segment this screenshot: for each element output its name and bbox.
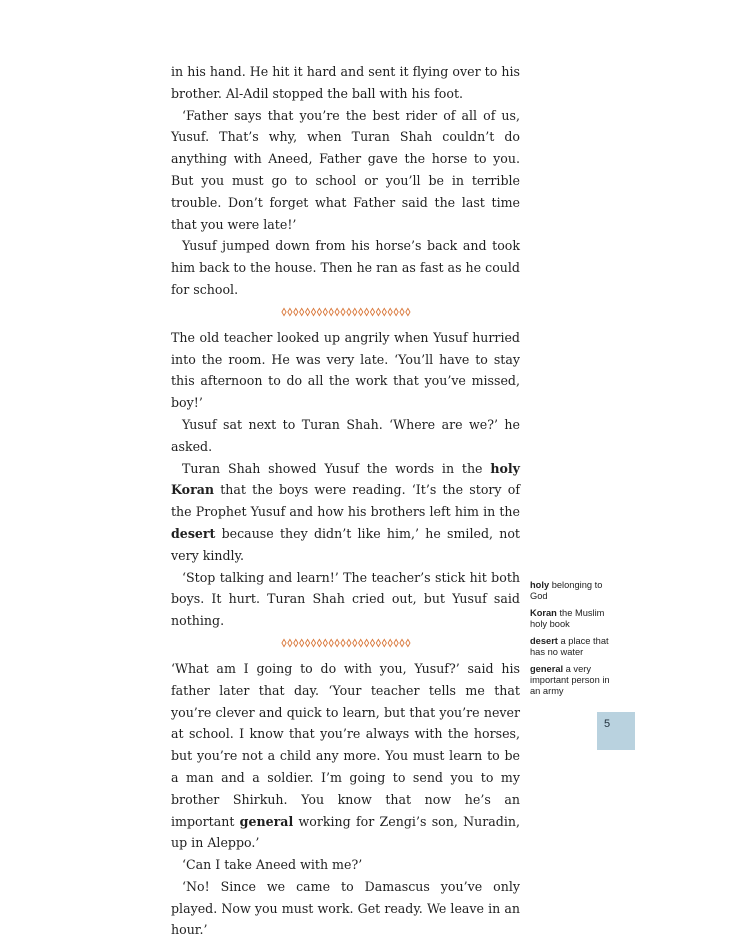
glossary-definition: belonging to God: [530, 580, 603, 601]
ornament-diamond: [335, 308, 339, 315]
ornament-diamond: [388, 308, 392, 315]
ornament-diamond: [311, 639, 315, 646]
paragraph: [171, 658, 520, 854]
ornament-diamond: [346, 639, 350, 646]
ornament-diamond: [281, 308, 285, 315]
ornament-diamond: [394, 308, 398, 315]
page-number: 5: [604, 718, 611, 730]
ornament-diamond: [329, 639, 333, 646]
glossary-term-general: general: [239, 813, 294, 829]
paragraph: Yusuf sat next to Turan Shah. ‘Where are we?’ he asked.: [171, 416, 520, 454]
ornament-diamond: [399, 639, 403, 646]
ornament-diamond: [281, 639, 285, 646]
ornament-diamond: [305, 639, 309, 646]
ornament-diamond: [358, 308, 362, 315]
glossary-entry: [530, 608, 620, 630]
glossary-word: desert: [530, 636, 558, 646]
glossary-definition: a place that has no water: [530, 636, 609, 657]
ornament-diamond: [340, 639, 344, 646]
glossary-word: holy: [530, 580, 550, 590]
ornament-diamond: [376, 308, 380, 315]
ornament-diamond: [405, 639, 409, 646]
ornament-diamond: [293, 308, 297, 315]
ornament-diamond: [370, 639, 374, 646]
ornament-diamond: [317, 308, 321, 315]
paragraph: in his hand. He hit it hard and sent it flying over to his brother. Al-Adil stopped the ball with his foot.: [171, 64, 520, 101]
ornament-diamond: [299, 639, 303, 646]
ornament-diamond: [358, 639, 362, 646]
ornament-diamond: [364, 639, 368, 646]
section-divider: [171, 305, 520, 319]
diamond-chain-ornament: [281, 307, 411, 317]
glossary-entry: [530, 580, 620, 602]
ornament-diamond: [382, 639, 386, 646]
ornament-diamond: [376, 639, 380, 646]
ornament-diamond: [394, 639, 398, 646]
ornament-diamond: [323, 639, 327, 646]
glossary-entry: [530, 636, 620, 658]
paragraph: ‘Stop talking and learn!’ The teacher’s stick hit both boys. It hurt. Turan Shah cried out, but Yusuf said nothing.: [171, 569, 520, 629]
ornament-diamond: [346, 308, 350, 315]
glossary-word: Koran: [530, 608, 557, 618]
ornament-diamond: [399, 308, 403, 315]
story-text-column: [171, 61, 520, 941]
paragraph: ‘No! Since we came to Damascus you’ve only played. Now you must work. Get ready. We leave in an hour.’: [171, 878, 520, 938]
paragraph: [171, 458, 520, 567]
ornament-diamond: [370, 308, 374, 315]
section-divider: [171, 636, 520, 650]
glossary-sidebar: [530, 580, 620, 703]
glossary-definition: a very important person in an army: [530, 664, 610, 696]
ornament-diamond: [287, 308, 291, 315]
ornament-diamond: [329, 308, 333, 315]
ornament-diamond: [305, 308, 309, 315]
diamond-chain-ornament: [281, 638, 411, 648]
glossary-term-holy-koran: holy Koran: [171, 460, 520, 498]
paragraph-text: Turan Shah showed Yusuf the words in the: [182, 460, 491, 476]
ornament-diamond: [287, 639, 291, 646]
paragraph: ‘Can I take Aneed with me?’: [182, 857, 363, 873]
paragraph-text: ‘What am I going to do with you, Yusuf?’ said his father later that day. ‘Your teacher tells me that you’re clever and quick to learn, but that you’re never at school. I know that you’re always with the horses, but you’re not a child any more. You must learn to be a man and a soldier. I’m going to send you to my brother Shirkuh. You know that now he’s an important: [171, 660, 520, 829]
ornament-diamond: [405, 308, 409, 315]
ornament-diamond: [293, 639, 297, 646]
ornament-diamond: [352, 308, 356, 315]
glossary-entry: [530, 664, 620, 697]
ornament-diamond: [335, 639, 339, 646]
ornament-diamond: [352, 639, 356, 646]
ornament-diamond: [323, 308, 327, 315]
paragraph: ‘Father says that you’re the best rider of all of us, Yusuf. That’s why, when Turan Shah couldn’t do anything with Aneed, Father gave the horse to you. But you must go to school or you’ll be in terrible trouble. Don’t forget what Father said the last time that you were late!’: [171, 107, 520, 232]
ornament-diamond: [311, 308, 315, 315]
ornament-diamond: [382, 308, 386, 315]
ornament-diamond: [317, 639, 321, 646]
glossary-definition: the Muslim holy book: [530, 608, 605, 629]
paragraph-text: that the boys were reading. ‘It’s the story of the Prophet Yusuf and how his brothers left him in the: [171, 482, 520, 520]
page-number-tab: [597, 712, 635, 750]
paragraph: Yusuf jumped down from his horse’s back and took him back to the house. Then he ran as fast as he could for school.: [171, 238, 520, 297]
ornament-diamond: [340, 308, 344, 315]
paragraph: The old teacher looked up angrily when Yusuf hurried into the room. He was very late. ‘You’ll have to stay this afternoon to do all the work that you’ve missed, boy!’: [171, 329, 520, 411]
paragraph-text: because they didn’t like him,’ he smiled, not very kindly.: [171, 525, 520, 563]
ornament-diamond: [364, 308, 368, 315]
ornament-diamond: [388, 639, 392, 646]
ornament-diamond: [299, 308, 303, 315]
glossary-term-desert: desert: [171, 525, 216, 541]
paragraph-text: working for Zengi’s son, Nuradin, up in Aleppo.’: [171, 813, 520, 851]
glossary-word: general: [530, 664, 564, 674]
